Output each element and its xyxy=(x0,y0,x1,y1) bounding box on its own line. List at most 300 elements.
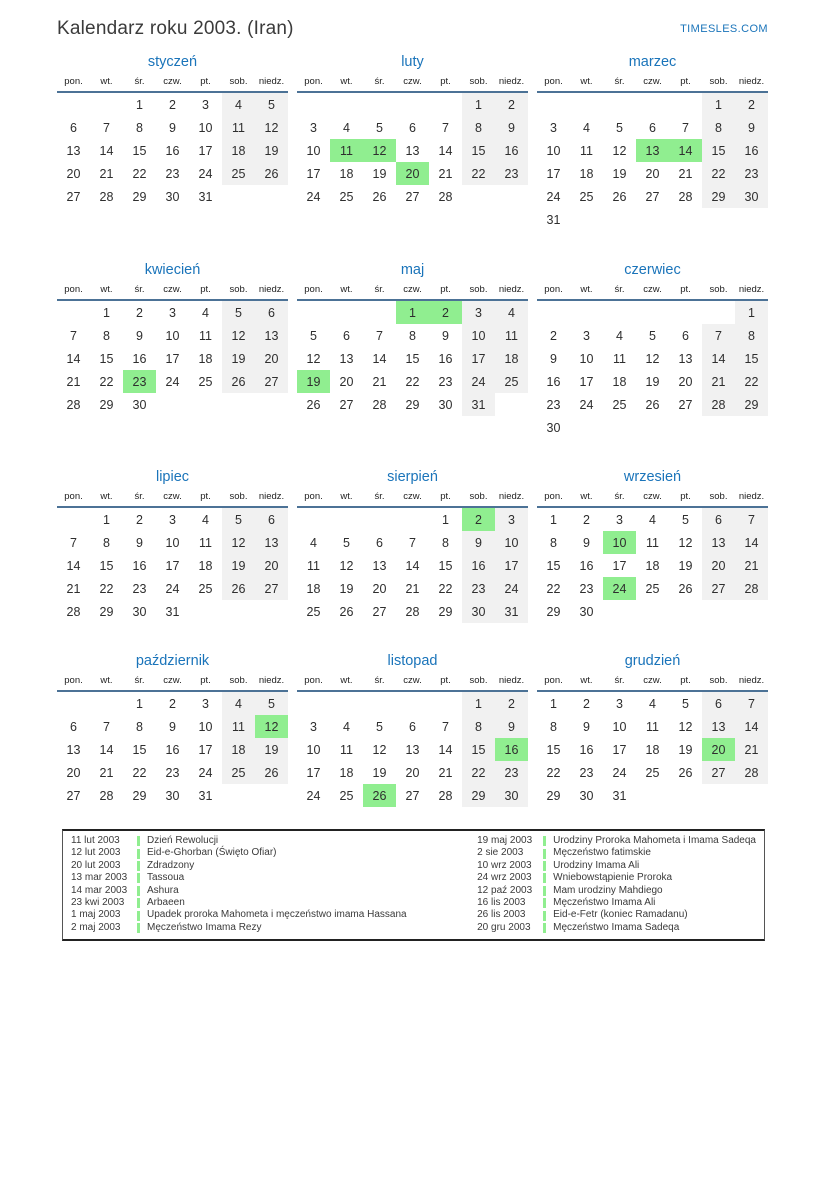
legend-box xyxy=(62,829,765,941)
day-cell: 14 xyxy=(372,351,387,366)
day-cell: 30 xyxy=(132,397,147,412)
empty-cell xyxy=(735,784,768,807)
legend-date: 13 mar 2003 xyxy=(71,872,128,884)
empty-cell xyxy=(735,600,768,623)
day-cell: 21 xyxy=(678,166,693,181)
empty-cell xyxy=(330,691,363,715)
day-cell: 21 xyxy=(438,765,453,780)
holiday-marker-icon xyxy=(543,923,546,933)
day-cell: 28 xyxy=(438,788,453,803)
legend-date: 16 lis 2003 xyxy=(477,897,526,909)
day-cell: 30 xyxy=(546,420,561,435)
weekday-header: sob. xyxy=(222,675,255,691)
weekday-header: pt. xyxy=(189,284,222,300)
day-cell: 29 xyxy=(405,397,420,412)
month-luty xyxy=(297,54,528,208)
day-cell: 11 xyxy=(307,558,320,573)
weekday-header: czw. xyxy=(156,675,189,691)
day-cell: 8 xyxy=(462,715,495,738)
empty-cell xyxy=(330,300,363,324)
day-cell: 7 xyxy=(103,719,110,734)
weekday-header: czw. xyxy=(636,675,669,691)
day-cell: 28 xyxy=(66,604,81,619)
day-cell: 21 xyxy=(99,765,114,780)
empty-cell xyxy=(57,92,90,116)
day-cell: 31 xyxy=(198,189,213,204)
day-cell: 1 xyxy=(550,512,557,527)
legend-date: 11 lut 2003 xyxy=(71,835,120,846)
holiday-marker-icon xyxy=(137,849,140,859)
month-table xyxy=(57,76,288,208)
weekday-header: wt. xyxy=(330,284,363,300)
day-cell: 8 xyxy=(103,328,110,343)
month-table xyxy=(297,76,528,208)
legend-item xyxy=(71,847,477,859)
day-cell: 1 xyxy=(462,691,495,715)
day-cell: 4 xyxy=(202,305,209,320)
weekday-header: pon. xyxy=(537,76,570,92)
day-cell: 14 xyxy=(66,558,81,573)
day-cell: 2 xyxy=(583,512,590,527)
month-czerwiec xyxy=(537,262,768,439)
day-cell: 18 xyxy=(645,558,660,573)
day-cell: 18 xyxy=(579,166,594,181)
day-cell: 12 xyxy=(222,324,255,347)
day-cell: 17 xyxy=(198,143,213,158)
day-cell: 20 xyxy=(678,374,693,389)
day-cell: 12 xyxy=(255,715,288,738)
day-cell: 20 xyxy=(66,765,81,780)
empty-cell xyxy=(702,416,735,439)
day-cell: 7 xyxy=(70,328,77,343)
day-cell: 2 xyxy=(136,305,143,320)
day-cell: 19 xyxy=(222,347,255,370)
weekday-header: śr. xyxy=(363,284,396,300)
weekday-header: wt. xyxy=(570,76,603,92)
day-cell: 27 xyxy=(678,397,693,412)
day-cell: 5 xyxy=(376,719,383,734)
day-cell: 5 xyxy=(376,120,383,135)
weekday-header: czw. xyxy=(396,76,429,92)
day-cell: 9 xyxy=(136,535,143,550)
day-cell: 9 xyxy=(495,715,528,738)
day-cell: 25 xyxy=(339,189,354,204)
weekday-header: pon. xyxy=(57,76,90,92)
day-cell: 7 xyxy=(70,535,77,550)
month-table xyxy=(57,284,288,416)
day-cell: 25 xyxy=(579,189,594,204)
legend-date: 2 sie 2003 xyxy=(477,847,524,859)
day-cell: 26 xyxy=(255,162,288,185)
day-cell: 22 xyxy=(99,581,114,596)
day-cell: 11 xyxy=(495,324,528,347)
day-cell: 27 xyxy=(702,577,735,600)
empty-cell xyxy=(537,300,570,324)
day-cell: 18 xyxy=(645,742,660,757)
legend-label: Ashura xyxy=(147,884,179,896)
weekday-header: pon. xyxy=(297,675,330,691)
day-cell: 9 xyxy=(136,328,143,343)
legend-item xyxy=(477,847,756,859)
month-table xyxy=(537,76,768,231)
month-title: grudzień xyxy=(624,653,681,669)
day-cell: 17 xyxy=(306,166,321,181)
month-table xyxy=(57,491,288,623)
legend-label: Męczeństwo Imama Ali xyxy=(553,897,656,909)
day-cell: 8 xyxy=(442,535,449,550)
day-cell: 27 xyxy=(372,604,387,619)
day-cell: 29 xyxy=(702,185,735,208)
day-cell: 19 xyxy=(222,554,255,577)
day-cell: 17 xyxy=(306,765,321,780)
day-cell: 24 xyxy=(198,765,213,780)
day-cell: 17 xyxy=(579,374,594,389)
day-cell: 17 xyxy=(198,742,213,757)
day-cell: 30 xyxy=(438,397,453,412)
weekday-header: wt. xyxy=(330,491,363,507)
day-cell: 26 xyxy=(222,370,255,393)
day-cell: 13 xyxy=(405,742,420,757)
day-cell: 27 xyxy=(645,189,660,204)
day-cell: 13 xyxy=(372,558,387,573)
empty-cell xyxy=(669,600,702,623)
day-cell: 21 xyxy=(735,738,768,761)
day-cell: 29 xyxy=(99,397,114,412)
weekday-header: pt. xyxy=(669,284,702,300)
day-cell: 1 xyxy=(396,300,429,324)
day-cell: 15 xyxy=(735,347,768,370)
day-cell: 5 xyxy=(616,120,623,135)
weekday-header: sob. xyxy=(222,284,255,300)
day-cell: 14 xyxy=(405,558,420,573)
day-cell: 11 xyxy=(580,143,593,158)
day-cell: 16 xyxy=(579,558,594,573)
month-title: maj xyxy=(400,262,425,278)
month-title: styczeń xyxy=(147,54,198,70)
legend-label: Arbaeen xyxy=(147,897,185,909)
day-cell: 27 xyxy=(405,788,420,803)
empty-cell xyxy=(297,691,330,715)
day-cell: 2 xyxy=(169,696,176,711)
day-cell: 28 xyxy=(99,189,114,204)
day-cell: 16 xyxy=(579,742,594,757)
day-cell: 25 xyxy=(339,788,354,803)
holiday-marker-icon xyxy=(543,849,546,859)
weekday-header: wt. xyxy=(570,675,603,691)
day-cell: 27 xyxy=(66,788,81,803)
weekday-header: pt. xyxy=(429,76,462,92)
weekday-header: czw. xyxy=(156,491,189,507)
day-cell: 22 xyxy=(546,765,561,780)
day-cell: 2 xyxy=(429,300,462,324)
legend-date: 14 mar 2003 xyxy=(71,884,128,896)
legend-item xyxy=(477,922,756,934)
day-cell: 27 xyxy=(339,397,354,412)
empty-cell xyxy=(363,92,396,116)
empty-cell xyxy=(297,507,330,531)
weekday-header: niedz. xyxy=(255,284,288,300)
day-cell: 17 xyxy=(165,558,180,573)
holiday-marker-icon xyxy=(543,886,546,896)
holiday-marker-icon xyxy=(137,923,140,933)
day-cell: 20 xyxy=(372,581,387,596)
day-cell: 23 xyxy=(123,370,156,393)
day-cell: 25 xyxy=(612,397,627,412)
day-cell: 23 xyxy=(165,166,180,181)
empty-cell xyxy=(636,300,669,324)
weekday-header: wt. xyxy=(570,491,603,507)
day-cell: 22 xyxy=(546,581,561,596)
day-cell: 31 xyxy=(198,788,213,803)
day-cell: 20 xyxy=(405,765,420,780)
weekday-header: sob. xyxy=(702,76,735,92)
legend-label: Męczeństwo Imama Rezy xyxy=(147,921,262,933)
day-cell: 20 xyxy=(396,162,429,185)
day-cell: 23 xyxy=(165,765,180,780)
day-cell: 26 xyxy=(612,189,627,204)
holiday-marker-icon xyxy=(137,836,140,846)
day-cell: 9 xyxy=(442,328,449,343)
day-cell: 12 xyxy=(372,742,387,757)
empty-cell xyxy=(297,92,330,116)
day-cell: 12 xyxy=(339,558,354,573)
weekday-header: śr. xyxy=(603,284,636,300)
month-title: marzec xyxy=(628,54,677,70)
day-cell: 9 xyxy=(583,535,590,550)
weekday-header: czw. xyxy=(396,675,429,691)
month-listopad xyxy=(297,653,528,807)
day-cell: 21 xyxy=(99,166,114,181)
weekday-header: śr. xyxy=(363,76,396,92)
empty-cell xyxy=(57,691,90,715)
day-cell: 19 xyxy=(678,558,693,573)
day-cell: 8 xyxy=(136,719,143,734)
day-cell: 22 xyxy=(702,162,735,185)
day-cell: 26 xyxy=(372,189,387,204)
day-cell: 6 xyxy=(702,507,735,531)
holiday-marker-icon xyxy=(137,873,140,883)
day-cell: 11 xyxy=(646,535,659,550)
day-cell: 18 xyxy=(495,347,528,370)
day-cell: 15 xyxy=(546,742,561,757)
weekday-header: czw. xyxy=(156,76,189,92)
day-cell: 23 xyxy=(546,397,561,412)
day-cell: 6 xyxy=(343,328,350,343)
day-cell: 2 xyxy=(550,328,557,343)
weekday-header: śr. xyxy=(123,675,156,691)
day-cell: 8 xyxy=(409,328,416,343)
empty-cell xyxy=(735,208,768,231)
empty-cell xyxy=(603,208,636,231)
month-title: listopad xyxy=(387,653,438,669)
month-sierpien xyxy=(297,469,528,623)
day-cell: 11 xyxy=(340,742,353,757)
day-cell: 22 xyxy=(735,370,768,393)
day-cell: 27 xyxy=(66,189,81,204)
day-cell: 3 xyxy=(583,328,590,343)
legend-date: 26 lis 2003 xyxy=(477,909,526,921)
month-table xyxy=(57,675,288,807)
holiday-marker-icon xyxy=(137,898,140,908)
day-cell: 2 xyxy=(735,92,768,116)
weekday-header: pt. xyxy=(189,491,222,507)
day-cell: 4 xyxy=(343,719,350,734)
day-cell: 12 xyxy=(222,531,255,554)
day-cell: 20 xyxy=(645,166,660,181)
month-pazdziernik xyxy=(57,653,288,807)
weekday-header: pt. xyxy=(189,76,222,92)
day-cell: 9 xyxy=(169,120,176,135)
weekday-header: pt. xyxy=(669,675,702,691)
day-cell: 2 xyxy=(495,92,528,116)
empty-cell xyxy=(396,507,429,531)
day-cell: 23 xyxy=(462,577,495,600)
day-cell: 3 xyxy=(169,512,176,527)
day-cell: 19 xyxy=(297,370,330,393)
holiday-marker-icon xyxy=(543,873,546,883)
weekday-header: niedz. xyxy=(495,675,528,691)
empty-cell xyxy=(222,393,255,416)
day-cell: 25 xyxy=(198,581,213,596)
empty-cell xyxy=(429,691,462,715)
day-cell: 19 xyxy=(645,374,660,389)
day-cell: 20 xyxy=(702,738,735,761)
day-cell: 22 xyxy=(405,374,420,389)
empty-cell xyxy=(669,208,702,231)
day-cell: 20 xyxy=(255,347,288,370)
day-cell: 24 xyxy=(612,765,627,780)
day-cell: 14 xyxy=(438,742,453,757)
day-cell: 25 xyxy=(306,604,321,619)
empty-cell xyxy=(156,393,189,416)
day-cell: 27 xyxy=(255,577,288,600)
empty-cell xyxy=(330,92,363,116)
empty-cell xyxy=(330,507,363,531)
day-cell: 5 xyxy=(310,328,317,343)
day-cell: 26 xyxy=(645,397,660,412)
day-cell: 20 xyxy=(255,554,288,577)
weekday-header: śr. xyxy=(363,675,396,691)
day-cell: 6 xyxy=(255,300,288,324)
weekday-header: czw. xyxy=(156,284,189,300)
day-cell: 19 xyxy=(678,742,693,757)
day-cell: 10 xyxy=(198,120,213,135)
day-cell: 18 xyxy=(339,765,354,780)
day-cell: 8 xyxy=(702,116,735,139)
weekday-header: niedz. xyxy=(735,491,768,507)
day-cell: 31 xyxy=(546,212,561,227)
weekday-header: pon. xyxy=(297,491,330,507)
weekday-header: sob. xyxy=(702,284,735,300)
day-cell: 9 xyxy=(583,719,590,734)
day-cell: 24 xyxy=(165,374,180,389)
day-cell: 6 xyxy=(682,328,689,343)
page-header xyxy=(57,18,768,40)
weekday-header: śr. xyxy=(603,491,636,507)
day-cell: 13 xyxy=(255,324,288,347)
weekday-header: pt. xyxy=(429,284,462,300)
day-cell: 21 xyxy=(372,374,387,389)
empty-cell xyxy=(636,600,669,623)
day-cell: 12 xyxy=(678,719,693,734)
month-table xyxy=(297,284,528,416)
day-cell: 3 xyxy=(616,512,623,527)
weekday-header: pon. xyxy=(57,491,90,507)
weekday-header: niedz. xyxy=(255,76,288,92)
day-cell: 3 xyxy=(169,305,176,320)
holiday-marker-icon xyxy=(543,861,546,871)
day-cell: 9 xyxy=(169,719,176,734)
month-marzec xyxy=(537,54,768,231)
weekday-header: wt. xyxy=(90,491,123,507)
day-cell: 15 xyxy=(438,558,453,573)
day-cell: 16 xyxy=(165,742,180,757)
legend-date: 20 gru 2003 xyxy=(477,921,531,933)
day-cell: 29 xyxy=(546,788,561,803)
day-cell: 23 xyxy=(438,374,453,389)
weekday-header: śr. xyxy=(123,284,156,300)
weekday-header: pon. xyxy=(297,76,330,92)
site-link[interactable]: TIMESLES.COM xyxy=(680,23,768,35)
legend-label: Upadek proroka Mahometa i męczeństwo imama Hassana xyxy=(147,909,407,921)
day-cell: 7 xyxy=(442,120,449,135)
day-cell: 20 xyxy=(339,374,354,389)
day-cell: 13 xyxy=(66,742,81,757)
holiday-marker-icon xyxy=(137,911,140,921)
weekday-header: niedz. xyxy=(735,675,768,691)
day-cell: 19 xyxy=(255,738,288,761)
month-maj xyxy=(297,262,528,416)
day-cell: 10 xyxy=(306,143,321,158)
day-cell: 18 xyxy=(198,351,213,366)
day-cell: 11 xyxy=(222,715,255,738)
day-cell: 29 xyxy=(99,604,114,619)
day-cell: 28 xyxy=(678,189,693,204)
day-cell: 17 xyxy=(495,554,528,577)
legend-label: Męczeństwo Imama Sadeqa xyxy=(553,921,680,933)
day-cell: 5 xyxy=(343,535,350,550)
day-cell: 25 xyxy=(198,374,213,389)
day-cell: 4 xyxy=(343,120,350,135)
day-cell: 28 xyxy=(405,604,420,619)
day-cell: 1 xyxy=(550,696,557,711)
day-cell: 5 xyxy=(682,696,689,711)
weekday-header: wt. xyxy=(90,76,123,92)
day-cell: 30 xyxy=(579,604,594,619)
day-cell: 9 xyxy=(550,351,557,366)
day-cell: 6 xyxy=(70,120,77,135)
day-cell: 22 xyxy=(438,581,453,596)
day-cell: 3 xyxy=(310,120,317,135)
day-cell: 6 xyxy=(255,507,288,531)
legend-label: Męczeństwo fatimskie xyxy=(553,847,651,859)
day-cell: 1 xyxy=(702,92,735,116)
empty-cell xyxy=(669,784,702,807)
day-cell: 3 xyxy=(310,719,317,734)
legend-label: Dzień Rewolucji xyxy=(147,835,219,846)
empty-cell xyxy=(570,416,603,439)
weekday-header: śr. xyxy=(603,675,636,691)
day-cell: 4 xyxy=(202,512,209,527)
legend-label: Urodziny Proroka Mahometa i Imama Sadeqa xyxy=(553,835,756,846)
day-cell: 11 xyxy=(330,139,363,162)
day-cell: 16 xyxy=(462,554,495,577)
day-cell: 22 xyxy=(132,765,147,780)
page-title: Kalendarz roku 2003. (Iran) xyxy=(57,18,294,39)
empty-cell xyxy=(603,600,636,623)
weekday-header: sob. xyxy=(462,284,495,300)
month-table xyxy=(537,284,768,439)
